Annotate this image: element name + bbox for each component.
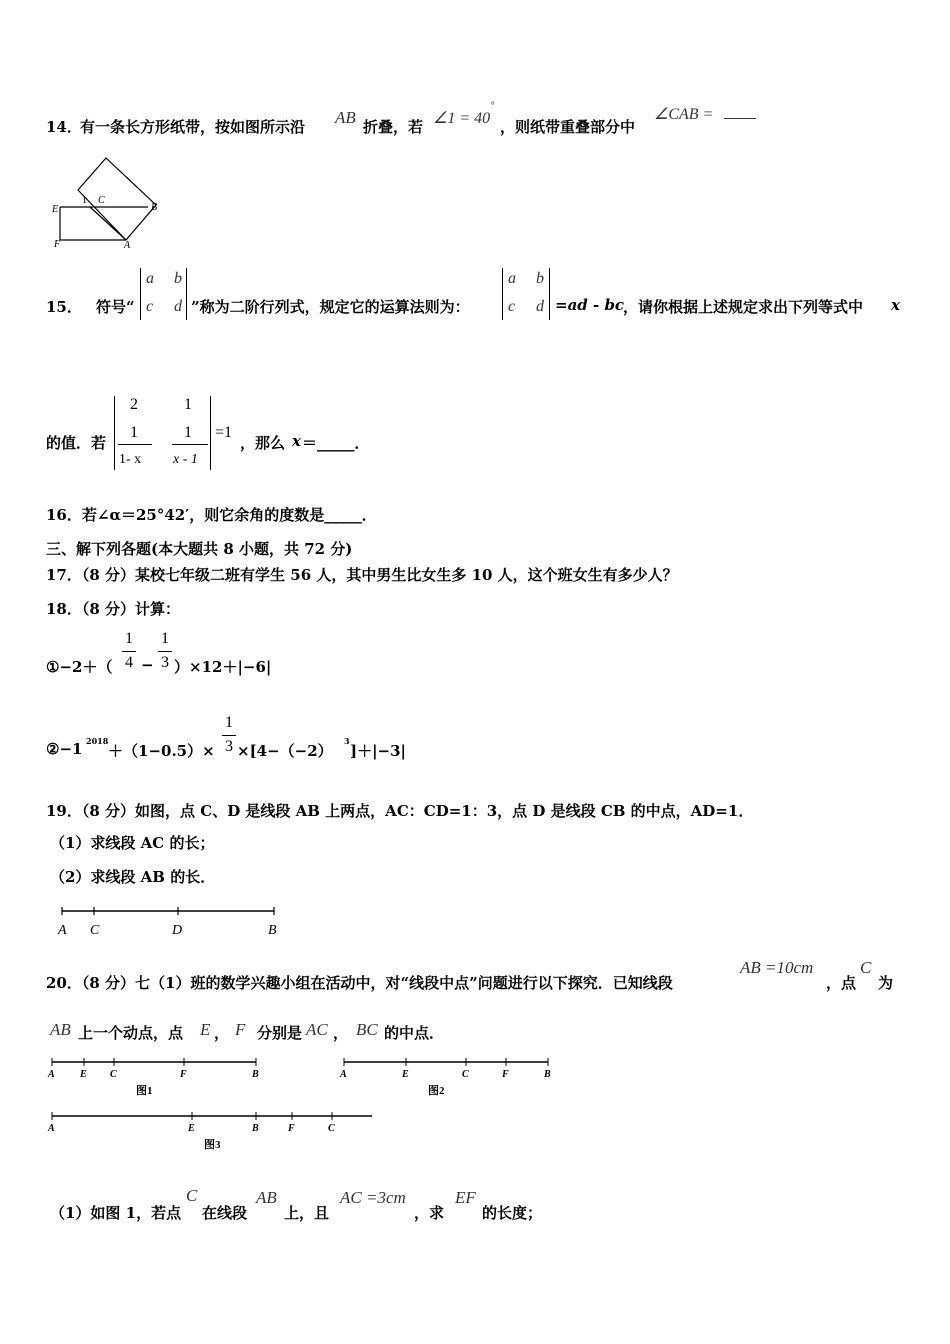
- q18-part2-a: ②−1: [46, 740, 83, 758]
- q20-fig3-caption: 图3: [204, 1139, 221, 1151]
- q20-figure-2: [336, 1052, 560, 1100]
- q15-x: x: [891, 296, 900, 314]
- q15-text-3: ，请你根据上述规定求出下列等式中: [623, 298, 864, 316]
- q20-fig3-label-c: C: [328, 1123, 335, 1134]
- question-17: 17．（8 分）某校七年级二班有学生 56 人，其中男生比女生多 10 人，这个班女生有多少人？: [46, 566, 678, 584]
- q20-sub1-text-e: ，求: [414, 1204, 445, 1222]
- q15-det3-m21-den: 1- x: [119, 452, 142, 467]
- q20-ac: AC: [306, 1020, 328, 1039]
- q19-label-a: A: [58, 923, 67, 938]
- q20-fig1-caption: 图1: [136, 1085, 153, 1097]
- q20-line2-text-c: 分别是: [257, 1024, 303, 1042]
- q15-det2-b: b: [536, 270, 544, 287]
- q15-det1-right-bar: [186, 268, 187, 320]
- q15-rule: =ad - bc: [555, 296, 625, 314]
- q18-part2-b: ＋（1−0.5）×: [108, 742, 215, 760]
- q15-x2: x: [292, 432, 301, 450]
- section-3-heading: 三、解下列各题(本大题共 8 小题，共 72 分): [46, 540, 353, 558]
- q20-sub1-text-f: 的长度；: [482, 1204, 543, 1222]
- q15-det3-m21-num: 1: [130, 424, 138, 441]
- q20-fig2-caption: 图2: [428, 1085, 445, 1097]
- q15-text-5: ，那么: [240, 434, 286, 452]
- q20-ab: AB: [50, 1020, 71, 1039]
- q14-fig-label-f: F: [54, 239, 61, 250]
- q19-sub-1: （1）求线段 AC 的长；: [50, 834, 215, 852]
- q20-fig3-label-e: E: [188, 1123, 195, 1134]
- q15-det3-right-bar: [210, 396, 211, 470]
- q18-f2-num: 1: [161, 630, 169, 647]
- q19-label-d: D: [172, 923, 183, 938]
- q20-dian: ，点: [826, 974, 857, 992]
- q14-angle1: ∠1 = 40: [433, 110, 491, 127]
- q14-fig-label-c: C: [98, 195, 105, 206]
- q15-text-4: 的值．若: [46, 434, 107, 452]
- q18-part1-b: ）×12＋|−6|: [174, 658, 272, 676]
- q15-det3-m11: 2: [130, 396, 138, 413]
- q14-fig-label-a: A: [124, 240, 131, 250]
- q15-det1-b: b: [174, 270, 182, 287]
- q15-det1-left-bar: [140, 268, 141, 320]
- q15-equals-one: =1: [215, 424, 233, 441]
- q20-fig1-label-a: A: [48, 1069, 55, 1080]
- q15-text-1: 符号“: [96, 298, 135, 316]
- q18-f3-den: 3: [225, 738, 233, 755]
- q19-heading: 19．（8 分）如图，点 C、D 是线段 AB 上两点，AC：CD=1：3，点 D 是线段 CB 的中点，AD=1．: [46, 802, 754, 820]
- q20-figure-3: [44, 1106, 380, 1154]
- q20-sub1-ab: AB: [256, 1188, 277, 1207]
- q18-f3-num: 1: [225, 714, 233, 731]
- q15-det3-m22-den: x - 1: [173, 452, 198, 467]
- q20-fig2-label-a: A: [340, 1069, 347, 1080]
- q20-fig3-label-f: F: [288, 1123, 295, 1134]
- q20-fig1-label-b: B: [252, 1069, 259, 1080]
- q14-number: 14．: [46, 118, 82, 136]
- q15-det3-m12: 1: [184, 396, 192, 413]
- q15-number: 15．: [46, 298, 82, 316]
- q14-degree: °: [491, 100, 495, 110]
- q14-figure: [48, 150, 168, 250]
- q15-det2-a: a: [508, 270, 516, 287]
- q18-part2-d: ]＋|−3|: [350, 742, 407, 760]
- q20-bc: BC: [356, 1020, 378, 1039]
- q14-blank: ____: [724, 104, 756, 121]
- q20-fig1-label-f: F: [180, 1069, 187, 1080]
- q15-det2-d: d: [536, 298, 544, 315]
- q15-det3-m22-num: 1: [184, 424, 192, 441]
- q14-fig-label-b: B: [151, 202, 158, 213]
- q20-fig2-label-b: B: [544, 1069, 551, 1080]
- q14-fig-label-1: 1: [82, 195, 87, 206]
- q19-label-c: C: [90, 923, 100, 938]
- q20-fig1-label-e: E: [80, 1069, 87, 1080]
- q18-part2-c: ×[4−（−2）: [237, 742, 333, 760]
- q18-f3-bar: [222, 735, 236, 736]
- q20-heading: 20．（8 分）七（1）班的数学兴趣小组在活动中，对“线段中点”问题进行以下探究．已知线段: [46, 974, 673, 992]
- q20-point-e: E: [200, 1020, 211, 1039]
- q14-text-3: ，则纸带重叠部分中: [500, 118, 636, 136]
- q20-sub1-point-c: C: [186, 1186, 198, 1205]
- q20-sub1-text-b: 在线段: [202, 1204, 248, 1222]
- q20-sub1-ac: AC =3cm: [340, 1188, 406, 1207]
- q20-comma-2: ，: [333, 1024, 349, 1042]
- q15-det1-c: c: [146, 298, 154, 315]
- q18-part1-a: ①−2＋（: [46, 658, 113, 676]
- q20-point-f: F: [235, 1020, 246, 1039]
- q18-f1-num: 1: [125, 630, 133, 647]
- q15-det2-left-bar: [502, 268, 503, 320]
- q14-text-2: 折叠，若: [363, 118, 424, 136]
- q20-fig2-label-c: C: [462, 1069, 469, 1080]
- q18-f1-bar: [122, 651, 136, 652]
- q20-ab-length: AB =10cm: [740, 958, 814, 977]
- q20-fig3-label-a: A: [48, 1123, 55, 1134]
- q18-f1-den: 4: [125, 654, 133, 671]
- q20-sub1-ef: EF: [455, 1188, 476, 1207]
- q20-line2-text-d: 的中点．: [384, 1024, 445, 1042]
- q19-sub-2: （2）求线段 AB 的长．: [50, 868, 216, 886]
- q15-det3-m21-fraction-bar: [118, 444, 152, 445]
- q19-label-b: B: [268, 923, 277, 938]
- q15-det3-m22-fraction-bar: [172, 444, 208, 445]
- q14-text-1: 有一条长方形纸带，按如图所示沿: [80, 118, 306, 136]
- q14-ab: AB: [335, 108, 356, 127]
- q18-heading: 18．（8 分）计算：: [46, 600, 181, 618]
- q14-angle-cab: ∠CAB =: [654, 106, 714, 123]
- q20-comma-1: ，: [214, 1024, 230, 1042]
- q20-fig3-label-b: B: [252, 1123, 259, 1134]
- q14-fig-label-e: E: [52, 204, 59, 215]
- q15-det1-a: a: [146, 270, 154, 287]
- q18-f2-bar: [158, 651, 172, 652]
- q18-f2-den: 3: [161, 654, 169, 671]
- q20-sub1-text-a: （1）如图 1，若点: [50, 1204, 182, 1222]
- q15-det2-c: c: [508, 298, 516, 315]
- q19-figure: [52, 902, 284, 942]
- q20-point-c: C: [860, 958, 872, 977]
- q15-det3-left-bar: [114, 396, 115, 470]
- q18-minus: −: [141, 656, 154, 674]
- q20-figure-1: [44, 1052, 274, 1100]
- q20-wei: 为: [878, 974, 894, 992]
- q18-exponent: 2018: [86, 736, 109, 746]
- q15-text-6: ＝_____．: [302, 434, 370, 452]
- q18-exponent-2: 3: [344, 736, 350, 746]
- q20-fig1-label-c: C: [110, 1069, 117, 1080]
- q20-sub1-text-d: 上，且: [284, 1204, 330, 1222]
- question-16: 16．若∠α＝25°42′，则它余角的度数是_____．: [46, 506, 377, 524]
- q15-text-2: ”称为二阶行列式，规定它的运算法则为：: [191, 298, 470, 316]
- q20-line2-text-b: 上一个动点，点: [78, 1024, 184, 1042]
- q20-fig2-label-f: F: [502, 1069, 509, 1080]
- q15-det2-right-bar: [549, 268, 550, 320]
- q20-fig2-label-e: E: [402, 1069, 409, 1080]
- q15-det1-d: d: [174, 298, 182, 315]
